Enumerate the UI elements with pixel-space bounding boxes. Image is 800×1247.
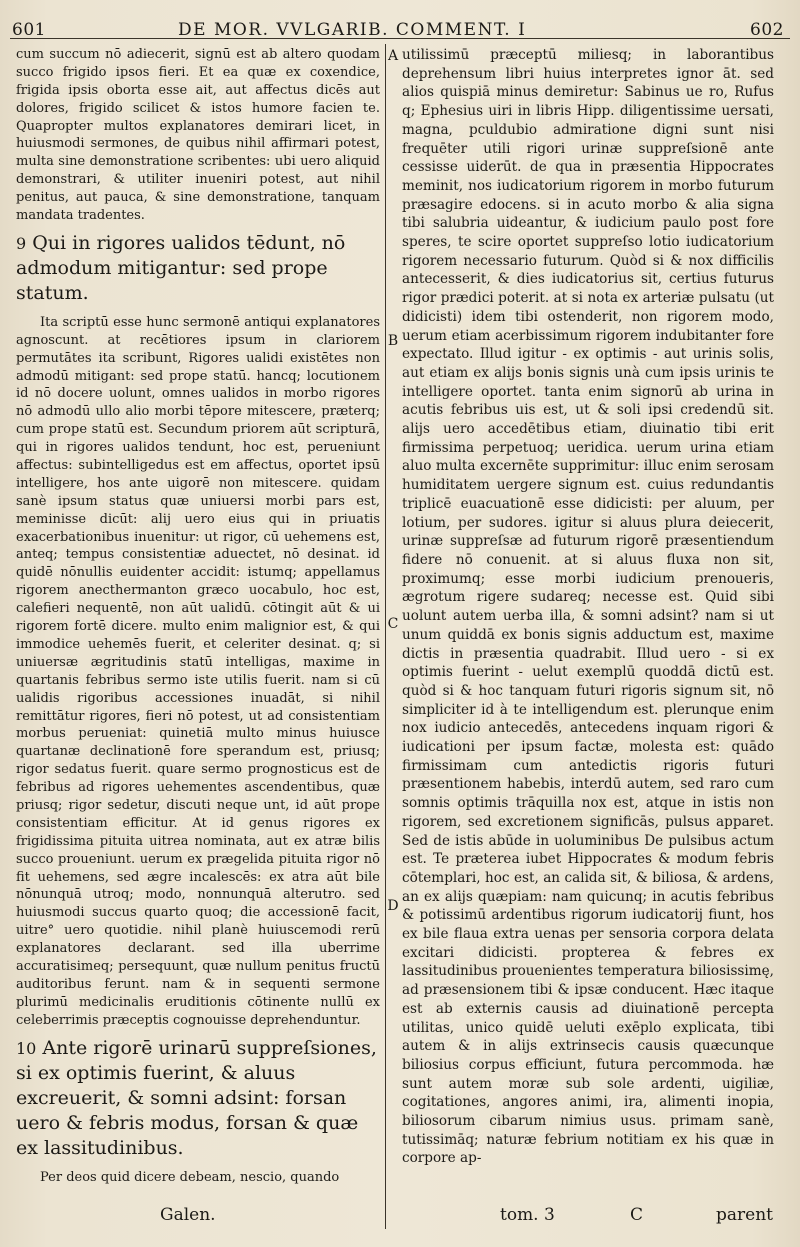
margin-letter-c: C — [387, 616, 399, 632]
catchword-left: Galen. — [160, 1205, 216, 1225]
running-title: DE MOR. VVLGARIB. COMMENT. I — [178, 20, 527, 40]
signature-letter: C — [630, 1205, 644, 1225]
aphorism-9 — [16, 231, 380, 306]
commentary-right: utilissimū præceptū miliesq; in laborantibus deprehensum libri huius interpretes ignor āt. sed alios quispiā minus demiretur: Sabinus ue ro, Rufus q; Ephesius uiri in libris Hipp. diligentissime uersati, magna, pculdubio admiratione digni sunt nisi frequēter utili rigori urinæ suppreſsionē ante cessisse uiderūt. de qua in præsentia Hippocrates meminit, nos iudicatorium rigorem in morbo futurum præsagire edocens. si in acuto morbo & alia signa tibi salubria uideantur, & iudicium paulo post fore speres, te scire oportet suppreſso lotio iudicatorium rigorem necessario futurum. Quòd si & nox difficilis antecesserit, & dies iudicatorius sit, certius futurus rigor prædici poterit. at si nota ex arteriæ pulsatu (ut didicisti) idem tibi ostenderit, non rigorem modo, uerum etiam acerbissimum rigorem indubitanter fore expectato. Illud igitur - ex optimis - aut urinis solis, aut etiam ex alijs bonis signis unà cum ipsis urinis te intelligere oportet. tanta enim signorū ab urina in acutis febribus uis est, ut & soli ipsi credendū sit. alijs uero accedētibus etiam, diuinatio tibi erit firmissima perpetuoq; ueridica. uerum urina etiam aluo multa excernēte supprimitur: illuc enim serosam humiditatem uergere signum est. cuius redundantis triplicē euacuationē esse didicisti: per aluum, per lotium, per sudores. igitur si aluus plura deiecerit, urinæ suppreſsæ ad futurum rigorē præsentiendum fidere nō conuenit. at si aluus fluxa non sit, proximumq; esse morbi iudicium prenoueris, ægrotum rigere sudareq; necesse est. Quid sibi uolunt autem uerba illa, & somni adsint? nam si ut unum quiddā ex bonis signis adductum est, maxime dictis in præsentia quadrabit. Illud uero - si ex optimis fuerint - uelut exemplū quoddā dictū est. quòd si & hoc tanquam futuri rigoris signum sit, nō simpliciter id à te intelligendum est. plerunque enim nox iudicio antecedēs, antecedens inquam rigori & iudicationi per ipsum factæ, molesta est: quādo firmissimam cum antedictis rigoris futuri præsentionem habebis, interdū autem, sed raro cum somnis optimis trāquilla nox est, atque in istis non rigorem, sed excretionem significās, pulsus apparet. Sed de istis abūde in uoluminibus De pulsibus actum est. Te præterea iubet Hippocrates & modum febris cōtemplari, hoc est, an calida sit, & biliosa, & ardens, an ex alijs quæpiam: nam quicunq; in acutis febribus & potissimū ardentibus rigorum iudicatorij fiunt, hos ex bile flaua extra uenas per sensoria corpora delata excitari didicisti. propterea & febres ex lassitudinibus prouenientes temperatura biliosissimę, ad præsensionem tibi & ipsæ conducent. Hæc itaque est ab externis causis ad diuinationē percepta utilitas, unico quidē ueluti exēplo explicata, tibi autem & in alijs extrinsecis causis quæcunque biliosius corpus efficiunt, futura percommoda. hæ sunt autem moræ sub sole ardenti, uigiliæ, cogitationes, angores animi, ira, alimenti inopia, biliosorum cibarum nimius usus. primam sanè, tutissimāq; naturæ febrium notitiam ex his quæ in corpore ap- — [402, 47, 774, 1167]
page-number-left: 601 — [12, 20, 46, 40]
commentary-10: Per deos quid dicere debeam, nescio, quando — [40, 1169, 340, 1185]
signature-mark: tom. 3 — [500, 1205, 555, 1225]
aphorism-9-text: Qui in rigores ualidos tēdunt, nō admodum mitigantur: sed prope statum. — [16, 231, 346, 304]
catchword-right: parent — [716, 1205, 773, 1225]
column-rule — [385, 44, 386, 1229]
commentary-9: Ita scriptū esse hunc sermonē antiqui explanatores agnoscunt. at recētiores ipsum in clariorem permutātes ita scribunt, Rigores ualidi existētes non admodū mitigant: sed prope statū. hancq; locutionem id nō docere uolunt, omnes ualidos in morbo rigores nō admodū ullo alio morbi tēpore mitescere, præterq; cum prope statū est. Secundum priorem aūt scripturā, qui in rigores ualidos tendunt, hoc est, perueniunt affectus: subintelligedus est em affectus, oportet ipsū intelligere, hos ante uigorē non mitescere. quidam sanè ipsum status quæ uniuersi morbi pars est, meminisse dicūt: alij uero eius qui in priuatis exacerbationibus inuenitur: ut rigor, cū uehemens est, anteq; tempus consistentiæ aduectet, nō desinat. id quidē nōnullis euidenter accidit: istumq; appellamus rigorem anecthermanton græco uocabulo, hoc est, calefieri nequentē, non aūt ualidū. cōtingit aūt & ui rigorem fortē dicere. multo enim malignior est, & qui immodice uehemēs fuerit, et celeriter desinat. q; si uniuersæ ægritudinis statū intelligas, maxime in quartanis febribus sermo iste utilis fuerit. nam si cū ualidis rigoribus accessiones inuadāt, si nihil remittātur rigores, fieri nō potest, ut ad consistentiam morbus perueniat: quinetiā multo minus huiusce quartanæ declinationē fore sperandum est, priusq; rigor sedatus fuerit. quare sermo prognosticus est de febribus ad rigores uehementes ascendentibus, quæ priusq; rigor sedetur, discuti neque unt, id aūt prope consistentiam efficitur. At id genus rigores ex frigidissima pituita uitrea nominata, aut ex atræ bilis succo proueniunt. uerum ex prægelida pituita rigor nō fit uehemens, sed ægre incalescēs: ex atra aūt bile nōnunquā utroq; modo, nonnunquā alterutro. sed huiusmodi succus quarto quoq; die accessionē facit, uitre° uero quotidie. nihil planè huiuscemodi rerū explanatores declarant. sed illa uberrime accuratisimeq; persequunt, quæ nullum penitus fructū auditoribus ferunt. nam & in sequenti sermone plurimū medicinalis eruditionis cōtinente nullū ex celeberrimis præceptis cognouisse deprehenduntur. — [16, 314, 380, 1028]
aphorism-10-text: Ante rigorē urinarū suppreſsiones, si ex optimis fuerint, & aluus excreuerit, & somni adsint: forsan uero & febris modus, forsan & quæ ex lassitudinibus. — [16, 1036, 377, 1159]
paragraph-intro: cum succum nō adiecerit, signū est ab altero quodam succo frigido ipsos fieri. Et ea quæ ex coxendice, frigida ipsis oborta esse ait, aut affectus dicēs aut dolores, frigido scilicet & istos humore facien te. Quapropter multos explanatores demirari licet, in huiusmodi sermones, de quibus nihil affirmari potest, multa sine demonstratione scribentes: ubi uero aliquid demonstrari, & utiliter inueniri potest, aut nihil penitus, aut pauca, & sine demonstratione, tanquam mandata tradentes. — [16, 47, 380, 224]
header-rule — [10, 38, 790, 39]
right-column — [402, 46, 774, 1172]
aphorism-9-number: 9 — [16, 233, 27, 253]
left-column — [16, 46, 380, 1190]
page-number-right: 602 — [750, 20, 784, 40]
aphorism-10-number: 10 — [16, 1038, 37, 1058]
aphorism-10 — [16, 1036, 380, 1161]
margin-letter-a: A — [387, 48, 399, 64]
margin-letter-b: B — [387, 333, 399, 349]
margin-letter-d: D — [387, 898, 399, 914]
running-header — [0, 14, 800, 44]
